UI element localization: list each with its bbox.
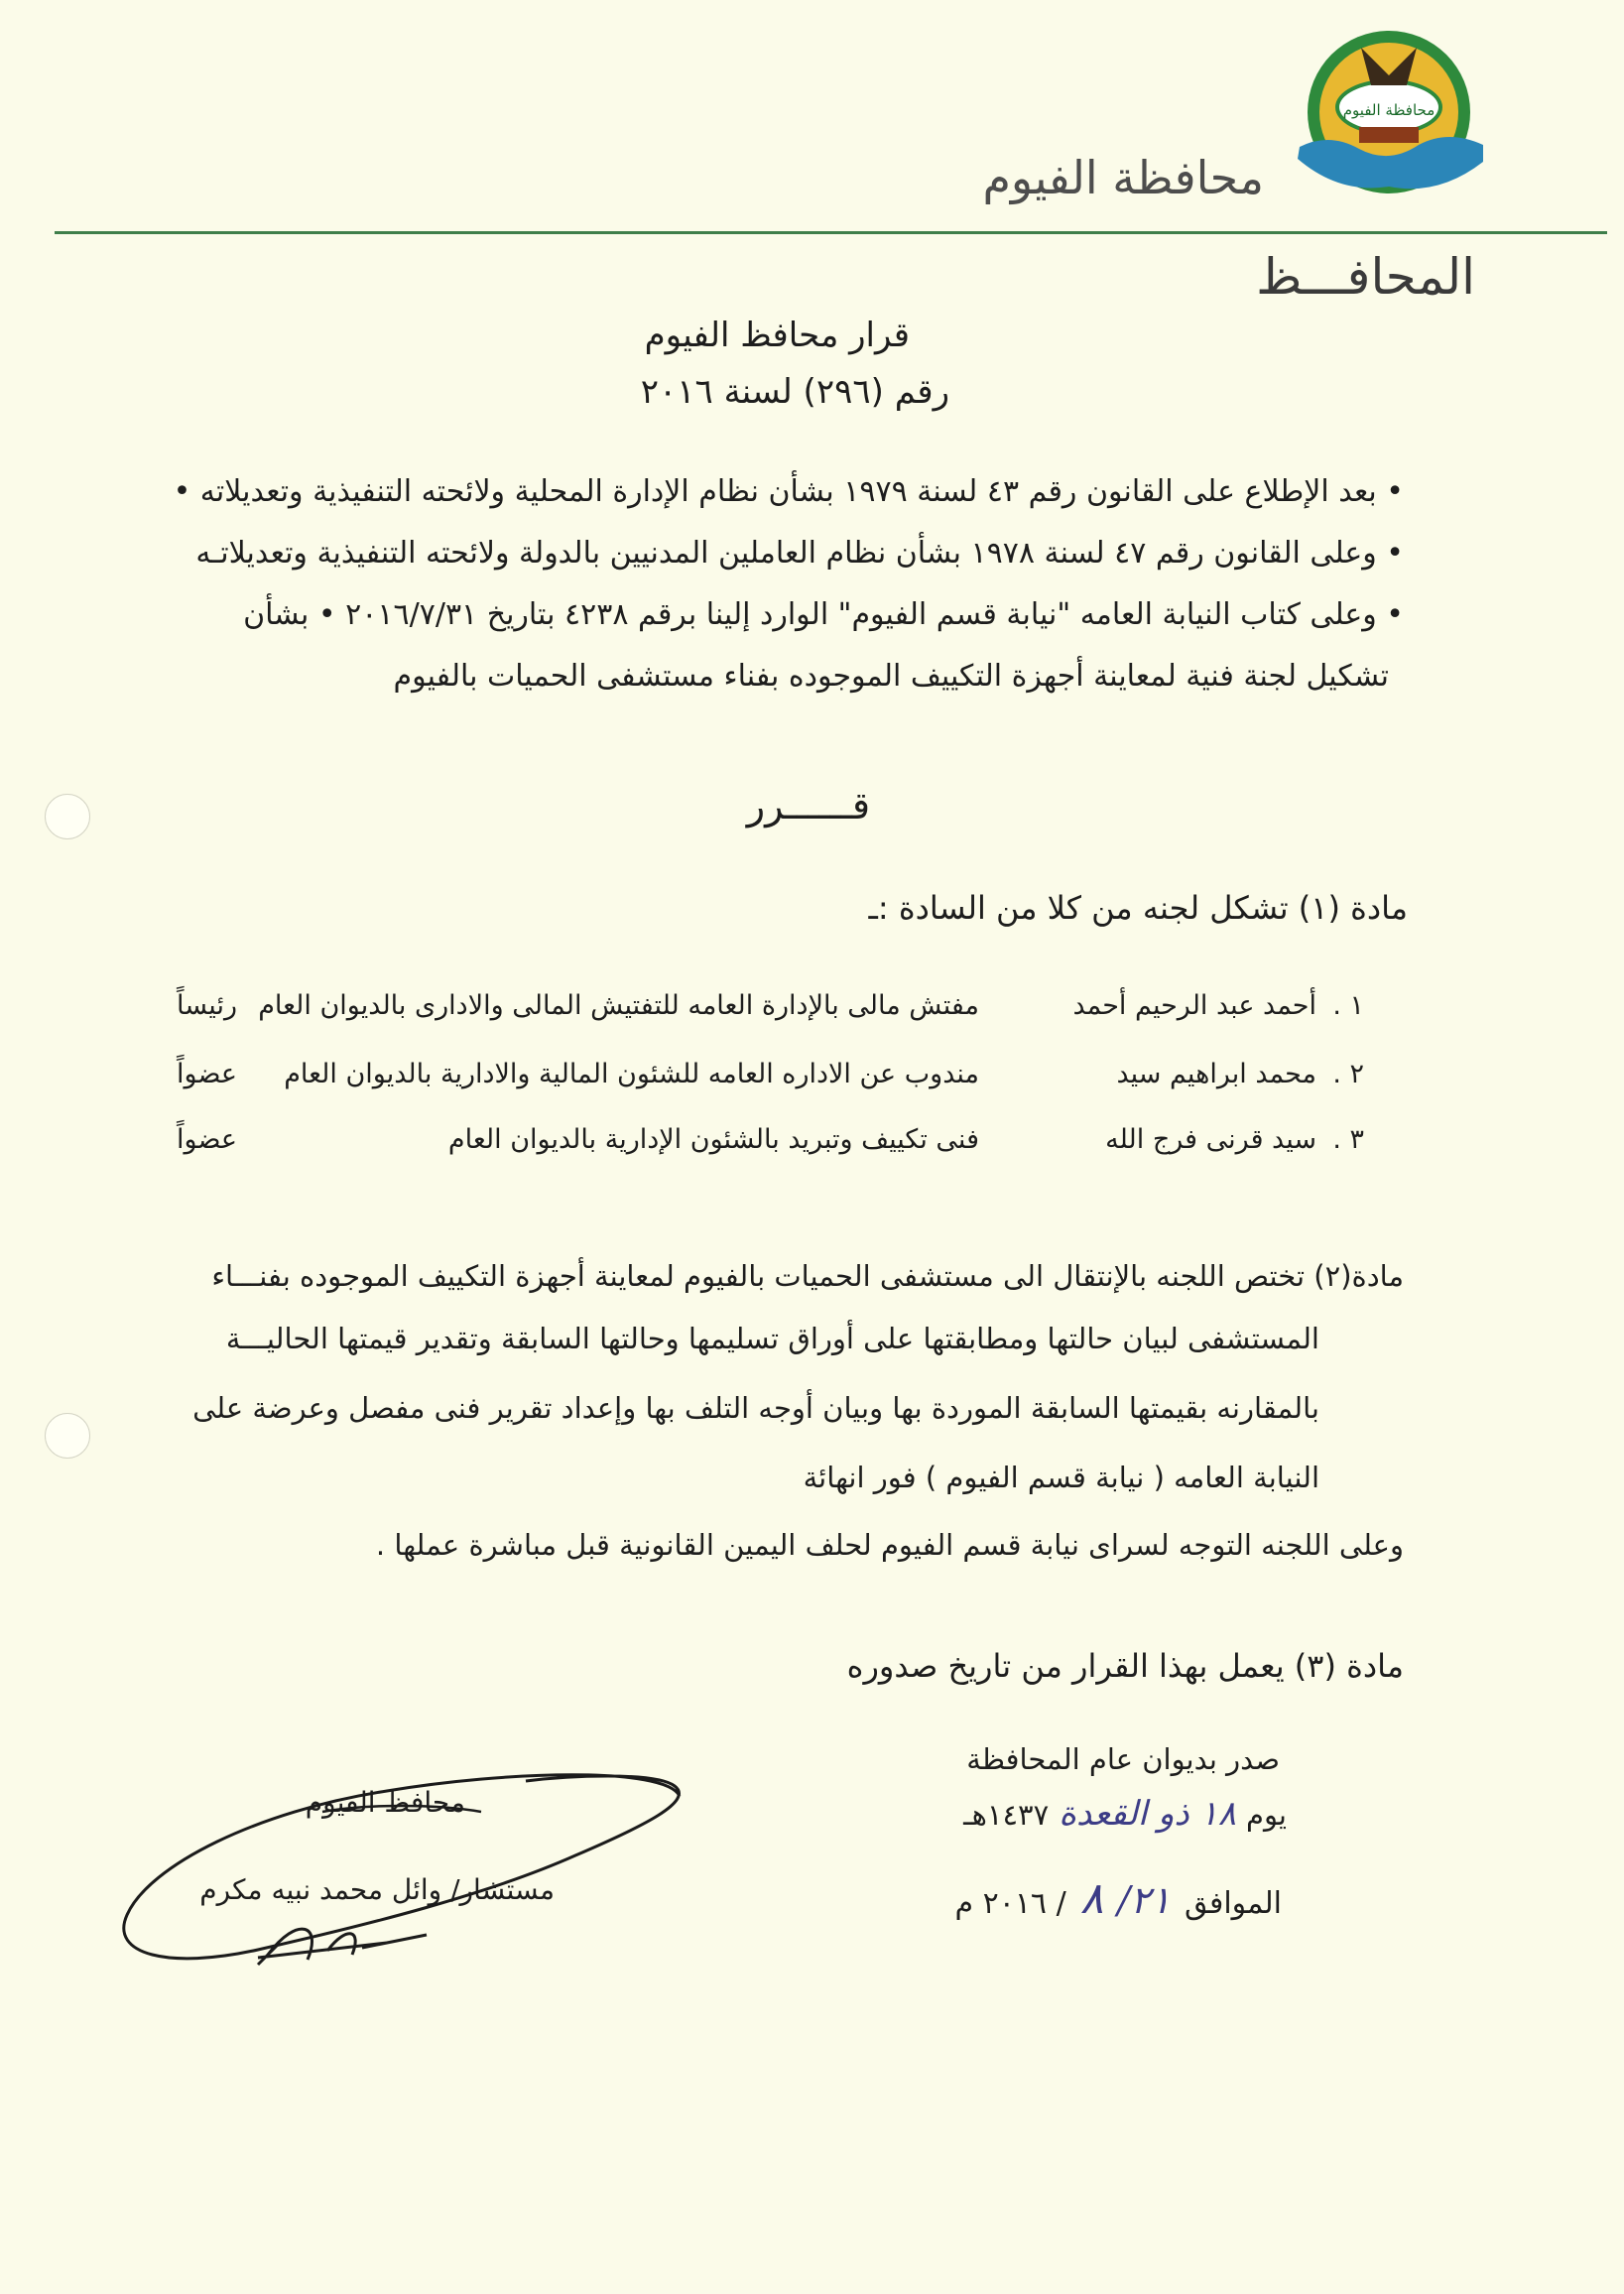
article-2-line-4: النيابة العامه ( نيابة قسم الفيوم ) فور انهائة (803, 1461, 1319, 1494)
member-number: ٢ . (1332, 1059, 1364, 1089)
member-name: محمد ابراهيم سيد (1116, 1059, 1316, 1089)
member-name: أحمد عبد الرحيم أحمد (1072, 990, 1316, 1021)
member-role: عضواً (177, 1059, 237, 1089)
governorate-name: محافظة الفيوم (982, 151, 1264, 204)
member-position: مفتش مالى بالإدارة العامه للتفتيش المالى والادارى بالديوان العام (258, 990, 979, 1021)
handwritten-signature (109, 1756, 704, 1994)
issued-place: صدر بديوان عام المحافظة (966, 1742, 1280, 1776)
gregorian-date (954, 1873, 1282, 1924)
decision-title: قرار محافظ الفيوم (644, 316, 910, 355)
member-number: ١ . (1332, 990, 1364, 1021)
preamble-line-4: تشكيل لجنة فنية لمعاينة أجهزة التكييف الموجوده بفناء مستشفى الحميات بالفيوم (393, 659, 1389, 694)
governorate-logo (1290, 28, 1488, 204)
preamble-line-1: • بعد الإطلاع على القانون رقم ٤٣ لسنة ١٩٧٩ بشأن نظام الإدارة المحلية ولائحته التنفيذية وتعديلاته • (173, 474, 1404, 509)
day-label: يوم (1245, 1798, 1287, 1832)
preamble-line-3: • وعلى كتاب النيابة العامه "نيابة قسم الفيوم" الوارد إلينا برقم ٤٢٣٨ بتاريخ ٢٠١٦/٧/٣١ • بشأن (243, 597, 1404, 632)
member-name: سيد قرنى فرج الله (1105, 1124, 1316, 1155)
hijri-day-handwritten: ١٨ ذو القعدة (1059, 1794, 1236, 1834)
article-2-line-1: مادة(٢) تختص اللجنه بالإنتقال الى مستشفى الحميات بالفيوم لمعاينة أجهزة التكييف الموجوده بفنـــاء (211, 1259, 1404, 1293)
decision-number: رقم (٢٩٦) لسنة ٢٠١٦ (640, 372, 949, 412)
article-2-line-5: وعلى اللجنه التوجه لسراى نيابة قسم الفيوم لحلف اليمين القانونية قبل مباشرة عملها . (375, 1528, 1404, 1562)
article-1-heading: مادة (١) تشكل لجنه من كلا من السادة :ـ (868, 889, 1408, 927)
hijri-date (963, 1794, 1287, 1834)
gregorian-year: / ٢٠١٦ م (954, 1886, 1066, 1921)
preamble-line-2: • وعلى القانون رقم ٤٧ لسنة ١٩٧٨ بشأن نظام العاملين المدنيين بالدولة ولائحته التنفيذية وتعديلاتـه (195, 536, 1404, 571)
gregorian-month: ٨ (1079, 1873, 1104, 1924)
gregorian-label: الموافق (1184, 1886, 1282, 1921)
gregorian-day: ٢١/ (1117, 1878, 1171, 1922)
hijri-year: ١٤٣٧هـ (963, 1798, 1050, 1832)
decides-heading: قــــــرر (746, 784, 870, 828)
member-position: فنى تكييف وتبريد بالشئون الإدارية بالديوان العام (447, 1124, 979, 1155)
member-role: عضواً (177, 1124, 237, 1155)
article-3: مادة (٣) يعمل بهذا القرار من تاريخ صدوره (846, 1647, 1404, 1685)
article-2-line-2: المستشفى لبيان حالتها ومطابقتها على أوراق تسليمها وحالتها السابقة وتقدير قيمتها الحاليـــة (225, 1322, 1319, 1355)
member-number: ٣ . (1332, 1124, 1364, 1155)
member-role: رئيساً (176, 990, 237, 1021)
member-position: مندوب عن الاداره العامه للشئون المالية والادارية بالديوان العام (284, 1059, 979, 1089)
logo-label: محافظة الفيوم (1342, 101, 1436, 119)
signatory-name: مستشار/ وائل محمد نبيه مكرم (199, 1873, 555, 1906)
office-title: المحافـــظ (1256, 248, 1475, 306)
punch-hole-top (45, 794, 90, 839)
article-2-line-3: بالمقارنه بقيمتها السابقة الموردة بها وبيان أوجه التلف بها وإعداد تقرير فنى مفصل وعرضة على (192, 1391, 1319, 1425)
punch-hole-bottom (45, 1413, 90, 1459)
header-divider (55, 231, 1607, 234)
signature-title: محافظ الفيوم (305, 1786, 465, 1819)
